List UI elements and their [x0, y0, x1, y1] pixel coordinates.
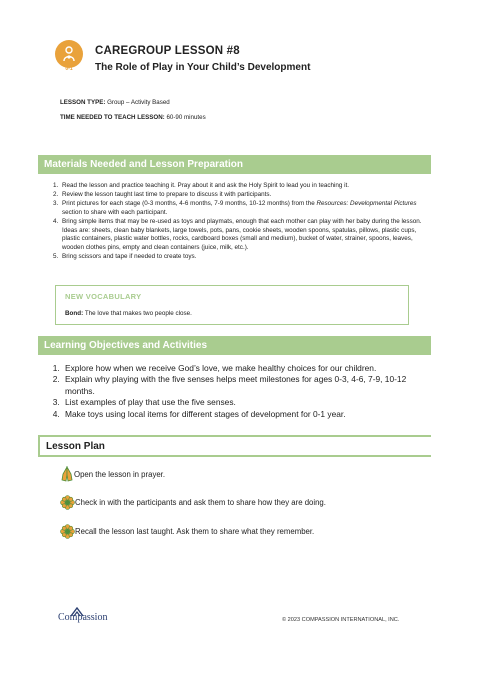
age-badge: 0-1: [65, 66, 73, 72]
lesson-title: CAREGROUP LESSON #8: [95, 45, 240, 57]
lesson-type-label: LESSON TYPE:: [60, 99, 106, 106]
materials-heading: Materials Needed and Lesson Preparation: [38, 155, 431, 174]
lesson-step: [60, 494, 326, 510]
flower-icon: [60, 495, 75, 510]
lesson-step: [60, 466, 165, 482]
resources-link-text: Resources: Developmental Pictures: [316, 199, 417, 207]
objectives-heading: Learning Objectives and Activities: [38, 336, 431, 355]
list-item: 3. List examples of play that use the five senses.: [62, 397, 423, 408]
vocabulary-term: Bond:: [65, 310, 84, 317]
materials-list-container: [38, 182, 423, 262]
list-item: 2. Explain why playing with the five senses helps meet milestones for ages 0-3, 4-6, 7-9, 10-12 months.: [62, 374, 423, 397]
vocabulary-definition: The love that makes two people close.: [83, 310, 192, 317]
time-value: 60-90 minutes: [164, 114, 206, 121]
list-item: 4. Make toys using local items for different stages of development for 0-1 year.: [62, 409, 423, 420]
time-label: TIME NEEDED TO TEACH LESSON:: [60, 114, 165, 121]
compassion-brand: Compassion: [58, 612, 108, 623]
vocabulary-entry: [65, 310, 192, 317]
list-item: 5. Bring scissors and tape if needed to create toys.: [60, 253, 423, 262]
praying-hands-icon: [60, 466, 74, 482]
list-item-text: Print pictures for each stage (0-3 months, 4-6 months, 7-9 months, 10-12 months) from the: [62, 199, 317, 207]
flower-icon: [60, 524, 75, 539]
baby-icon: [60, 45, 78, 63]
lesson-subtitle: The Role of Play in Your Child’s Development: [95, 62, 311, 73]
lesson-step: [60, 523, 314, 539]
list-item: 4. Bring simple items that may be re-used as toys and playmats, enough that each mother can play with her baby during the lesson. Ideas are: sheets, clean baby blankets, large towels, pots, pans, cookie sheets, wooden spoons, spatulas, pillows, plastic cups, plastic containers, plastic water bottles, rocks, cardboard boxes (small and medium), bucket of water, strainer, spoons, leaves, wooden clothes pins, empty and clean containers (juice, milk, etc.).: [60, 218, 423, 254]
lesson-type-value: Group – Activity Based: [105, 99, 170, 106]
lesson-plan-heading: Lesson Plan: [38, 435, 431, 457]
list-item: 1. Read the lesson and practice teaching it. Pray about it and ask the Holy Spirit to lead you in teaching it.: [60, 182, 423, 191]
lesson-step-text: Check in with the participants and ask them to share how they are doing.: [75, 497, 326, 507]
list-item: 1. Explore how when we receive God’s love, we make healthy choices for our children.: [62, 363, 423, 374]
objectives-list: [38, 363, 423, 420]
time-needed-line: [60, 114, 206, 121]
materials-list: [38, 182, 423, 262]
list-item: 2. Review the lesson taught last time to prepare to discuss it with participants.: [60, 191, 423, 200]
copyright-text: © 2023 COMPASSION INTERNATIONAL, INC.: [282, 617, 400, 623]
lesson-step-text: Recall the lesson last taught. Ask them to share what they remember.: [75, 526, 315, 536]
lesson-type-line: [60, 99, 170, 106]
vocabulary-title: NEW VOCABULARY: [65, 292, 142, 301]
objectives-list-container: [38, 363, 423, 420]
vocabulary-box: [55, 285, 409, 325]
lesson-logo-icon: [55, 40, 83, 68]
list-item-tail: section to share with each participant.: [62, 208, 168, 216]
lesson-step-text: Open the lesson in prayer.: [74, 469, 166, 479]
list-item: [60, 200, 423, 218]
